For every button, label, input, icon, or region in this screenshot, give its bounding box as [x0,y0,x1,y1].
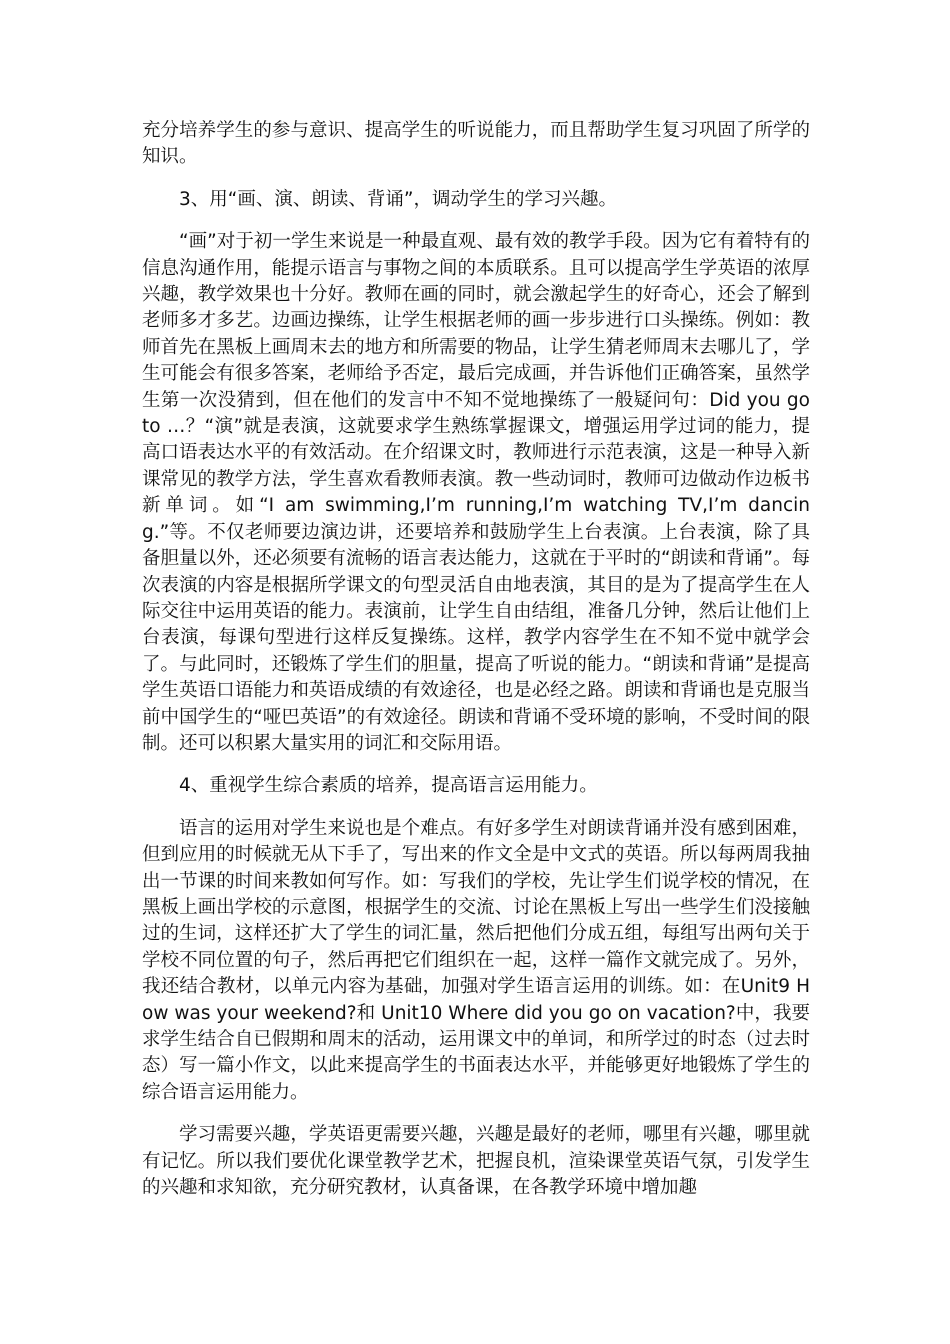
section-heading-4: 4、重视学生综合素质的培养，提高语言运用能力。 [179,775,598,797]
section-heading-3: 3、用“画、演、朗读、背诵”，调动学生的学习兴趣。 [179,188,617,210]
paragraph-continuation: 充分培养学生的参与意识、提高学生的听说能力，而且帮助学生复习巩固了所学的知识。 [142,120,810,168]
paragraph-draw-perform: “画”对于初一学生来说是一种最直观、最有效的教学手段。因为它有着特有的信息沟通作用，能提示语言与事物之间的本质联系。且可以提高学生学英语的浓厚兴趣，教学效果也十分好。教师在画的同时，就会激起学生的好奇心，还会了解到老师多才多艺。边画边操练，让学生根据老师的画一步步进行口头操练。例如：教师首先在黑板上画周末去的地方和所需要的物品，让学生猜老师周末去哪儿了，学生可能会有很多答案，老师给予否定，最后完成画，并告诉他们正确答案，虽然学生第一次没猜到，但在他们的发言中不知不觉地操练了一般疑问句：Did you go to …？“演”就是表演，这就要求学生熟练掌握课文，增强运用学过词的能力，提高口语表达水平的有效活动。在介绍课文时，教师进行示范表演，这是一种导入新课常见的教学方法，学生喜欢看教师表演。教一些动词时，教师可边做动作边板书新单词。如“I am swimming,I’m running,I’m watching TV,I’m dancing.”等。不仅老师要边演边讲，还要培养和鼓励学生上台表演。上台表演，除了具备胆量以外，还必须要有流畅的语言表达能力，这就在于平时的“朗读和背诵”。每次表演的内容是根据所学课文的句型灵活自由地表演，其目的是为了提高学生在人际交往中运用英语的能力。表演前，让学生自由结组，准备几分钟，然后让他们上台表演，每课句型进行这样反复操练。这样，教学内容学生在不知不觉中就学会了。与此同时，还锻炼了学生们的胆量，提高了听说的能力。“朗读和背诵”是提高学生英语口语能力和英语成绩的有效途径，也是必经之路。朗读和背诵也是克服当前中国学生的“哑巴英语”的有效途径。朗读和背诵不受环境的影响，不受时间的限制。还可以积累大量实用的词汇和交际用语。 [142,231,810,754]
paragraph-interest: 学习需要兴趣，学英语更需要兴趣，兴趣是最好的老师，哪里有兴趣，哪里就有记忆。所以我们要优化课堂教学艺术，把握良机，渲染课堂英语气氛，引发学生的兴趣和求知欲，充分研究教材，认真备课，在各教学环境中增加趣 [142,1124,810,1199]
paragraph-language-use: 语言的运用对学生来说也是个难点。有好多学生对朗读背诵并没有感到困难，但到应用的时候就无从下手了，写出来的作文全是中文式的英语。所以每两周我抽出一节课的时间来教如何写作。如：写我们的学校，先让学生们说学校的情况，在黑板上画出学校的示意图，根据学生的交流、讨论在黑板上写出一些学生们没接触过的生词，这样还扩大了学生的词汇量，然后把他们分成五组，每组写出两句关于学校不同位置的句子，然后再把它们组织在一起，这样一篇作文就完成了。另外，我还结合教材，以单元内容为基础，加强对学生语言运用的训练。如：在Unit9 How was your weekend?和 Unit10 Where did you go on vacation?中，我要求学生结合自已假期和周末的活动，运用课文中的单词，和所学过的时态（过去时态）写一篇小作文，以此来提高学生的书面表达水平，并能够更好地锻炼了学生的综合语言运用能力。 [142,817,810,1103]
document-body [142,118,810,1217]
